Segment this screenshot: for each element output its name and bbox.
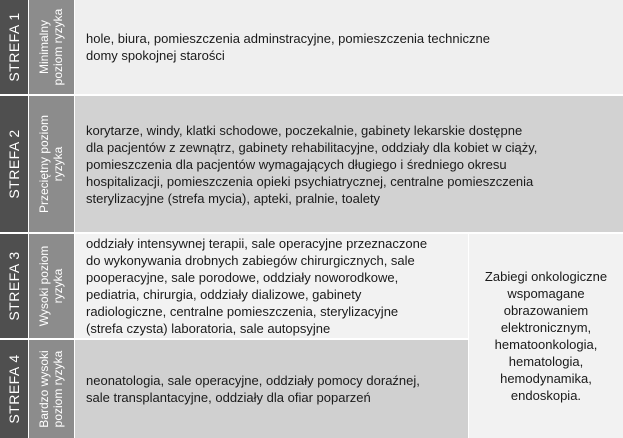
- zone-1-risk-level: [37, 9, 65, 86]
- zone-3-label-cell: [0, 234, 28, 338]
- zone-4-risk-cell: [28, 340, 74, 438]
- zone-2-risk-level: [37, 115, 65, 213]
- oncology-procedures: Zabiegi onkologiczne wspomagane obrazowaniem elektronicznym, hematoonkologia, hematologia, hemodynamika, endoskopia.: [484, 269, 608, 403]
- zone-2-description: korytarze, windy, klatki schodowe, poczekalnie, gabinety lekarskie dostępne dla pacjentów z zewnątrz, gabinety rehabilitacyjne, oddziały dla kobiet w ciąży, pomieszczenia dla pacjentów wymagających długiego i średniego okresu hospitalizacji, pomieszczenia opieki psychiatrycznej, centralne pomieszczenia sterylizacyjne (strefa mycia), apteki, pralnie, toalety: [86, 122, 538, 206]
- oncology-procedures-cell: [469, 234, 623, 438]
- zone-1-label: STREFA 1: [6, 12, 22, 82]
- column-divider: [28, 0, 29, 438]
- zone-3-label: STREFA 3: [6, 251, 22, 321]
- zone-3-risk-level: [37, 246, 65, 327]
- zone-4-description: neonatologia, sale operacyjne, oddziały pomocy doraźnej, sale transplantacyjne, oddziały dla ofiar poparzeń: [86, 373, 420, 405]
- zone-2-risk-line-2: ryzyka: [51, 146, 65, 182]
- zone-3-risk-line-1: Wysoki poziom: [37, 245, 51, 327]
- zone-2-label: STREFA 2: [6, 129, 22, 199]
- zone-1-risk-line-1: Minimalny: [37, 20, 51, 75]
- zone-1-description-cell: [74, 0, 623, 94]
- zone-3-risk-cell: [28, 234, 74, 338]
- zone-3-description: oddziały intensywnej terapii, sale operacyjne przeznaczone do wykonywania drobnych zabiegów chirurgicznych, sale pooperacyjne, sale porodowe, oddziały noworodkowe, pediatria, chirurgia, oddziały dializowe, gabinety radiologiczne, centralne pomieszczenia, sterylizacyjne (strefa czysta) laboratoria, sale autopsyjne: [86, 236, 428, 336]
- zone-2-label-cell: [0, 96, 28, 232]
- zone-4-label: STREFA 4: [6, 354, 22, 424]
- zone-4-description-cell: [74, 340, 468, 438]
- zone-3-description-cell: [74, 234, 468, 338]
- zone-1-label-cell: [0, 0, 28, 94]
- zone-2-risk-cell: [28, 96, 74, 232]
- column-divider: [74, 0, 75, 438]
- zone-4-risk-level: [37, 350, 65, 427]
- zone-2-risk-line-1: Przeciętny poziom: [37, 114, 51, 214]
- zone-4-risk-line-2: poziom ryzyka: [51, 350, 65, 428]
- zone-1-description: hole, biura, pomieszczenia adminstracyjne, pomieszczenia techniczne domy spokojnej starości: [86, 31, 490, 63]
- zone-4-risk-line-1: Bardzo wysoki: [37, 350, 51, 428]
- zone-1-risk-line-2: poziom ryzyka: [51, 8, 65, 86]
- zone-1-risk-cell: [28, 0, 74, 94]
- zone-4-label-cell: [0, 340, 28, 438]
- column-divider: [468, 234, 469, 438]
- zone-2-description-cell: [74, 96, 623, 232]
- zone-3-risk-line-2: ryzyka: [51, 268, 65, 304]
